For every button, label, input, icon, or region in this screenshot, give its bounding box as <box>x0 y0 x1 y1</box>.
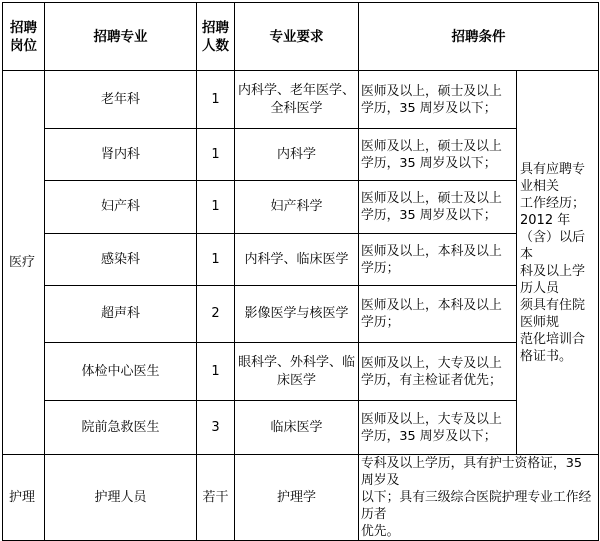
header-requirement: 专业要求 <box>235 3 359 71</box>
header-post: 招聘 岗位 <box>3 3 45 71</box>
major-cell: 感染科 <box>45 234 197 286</box>
requirement-cell: 临床医学 <box>235 401 359 455</box>
condition-cell: 专科及以上学历，具有护士资格证，35 周岁及 以下；具有三级综合医院护理专业工作经历者 优先。 <box>359 455 599 541</box>
count-cell: 1 <box>197 181 235 234</box>
condition-cell: 医师及以上，本科及以上 学历； <box>359 286 517 343</box>
count-cell: 1 <box>197 343 235 401</box>
count-cell: 3 <box>197 401 235 455</box>
requirement-cell: 影像医学与核医学 <box>235 286 359 343</box>
table-row <box>3 71 599 129</box>
requirement-cell: 内科学、临床医学 <box>235 234 359 286</box>
header-conditions: 招聘条件 <box>359 3 599 71</box>
header-major: 招聘专业 <box>45 3 197 71</box>
major-cell: 肾内科 <box>45 129 197 181</box>
table-row <box>3 181 599 234</box>
condition-cell: 医师及以上，本科及以上 学历； <box>359 234 517 286</box>
post-nursing: 护理 <box>3 455 45 541</box>
major-cell: 超声科 <box>45 286 197 343</box>
header-count: 招聘 人数 <box>197 3 235 71</box>
count-cell: 1 <box>197 129 235 181</box>
post-medical: 医疗 <box>3 71 45 455</box>
requirement-cell: 内科学、老年医学、 全科医学 <box>235 71 359 129</box>
requirement-cell: 眼科学、外科学、临 床医学 <box>235 343 359 401</box>
table-row <box>3 129 599 181</box>
major-cell: 体检中心医生 <box>45 343 197 401</box>
table-row <box>3 286 599 343</box>
count-cell: 2 <box>197 286 235 343</box>
requirement-cell: 护理学 <box>235 455 359 541</box>
count-cell: 若干 <box>197 455 235 541</box>
condition-cell: 医师及以上，硕士及以上 学历，35 周岁及以下； <box>359 71 517 129</box>
recruitment-table-wrapper <box>2 2 599 541</box>
condition-cell: 医师及以上，大专及以上 学历，有主检证者优先； <box>359 343 517 401</box>
table-row <box>3 234 599 286</box>
condition-cell: 医师及以上，大专及以上 学历，35 周岁及以下； <box>359 401 517 455</box>
major-cell: 护理人员 <box>45 455 197 541</box>
shared-condition-cell: 具有应聘专业相关 工作经历； 2012 年（含）以后本 科及以上学历人员 须具有住院医师规 范化培训合格证书。 <box>517 71 599 455</box>
condition-cell: 医师及以上，硕士及以上 学历，35 周岁及以下； <box>359 129 517 181</box>
major-cell: 老年科 <box>45 71 197 129</box>
table-row-nursing <box>3 455 599 541</box>
table-row <box>3 401 599 455</box>
major-cell: 妇产科 <box>45 181 197 234</box>
count-cell: 1 <box>197 71 235 129</box>
recruitment-table <box>2 2 599 541</box>
major-cell: 院前急救医生 <box>45 401 197 455</box>
requirement-cell: 妇产科学 <box>235 181 359 234</box>
condition-cell: 医师及以上，硕士及以上 学历，35 周岁及以下； <box>359 181 517 234</box>
header-row <box>3 3 599 71</box>
requirement-cell: 内科学 <box>235 129 359 181</box>
count-cell: 1 <box>197 234 235 286</box>
table-row <box>3 343 599 401</box>
